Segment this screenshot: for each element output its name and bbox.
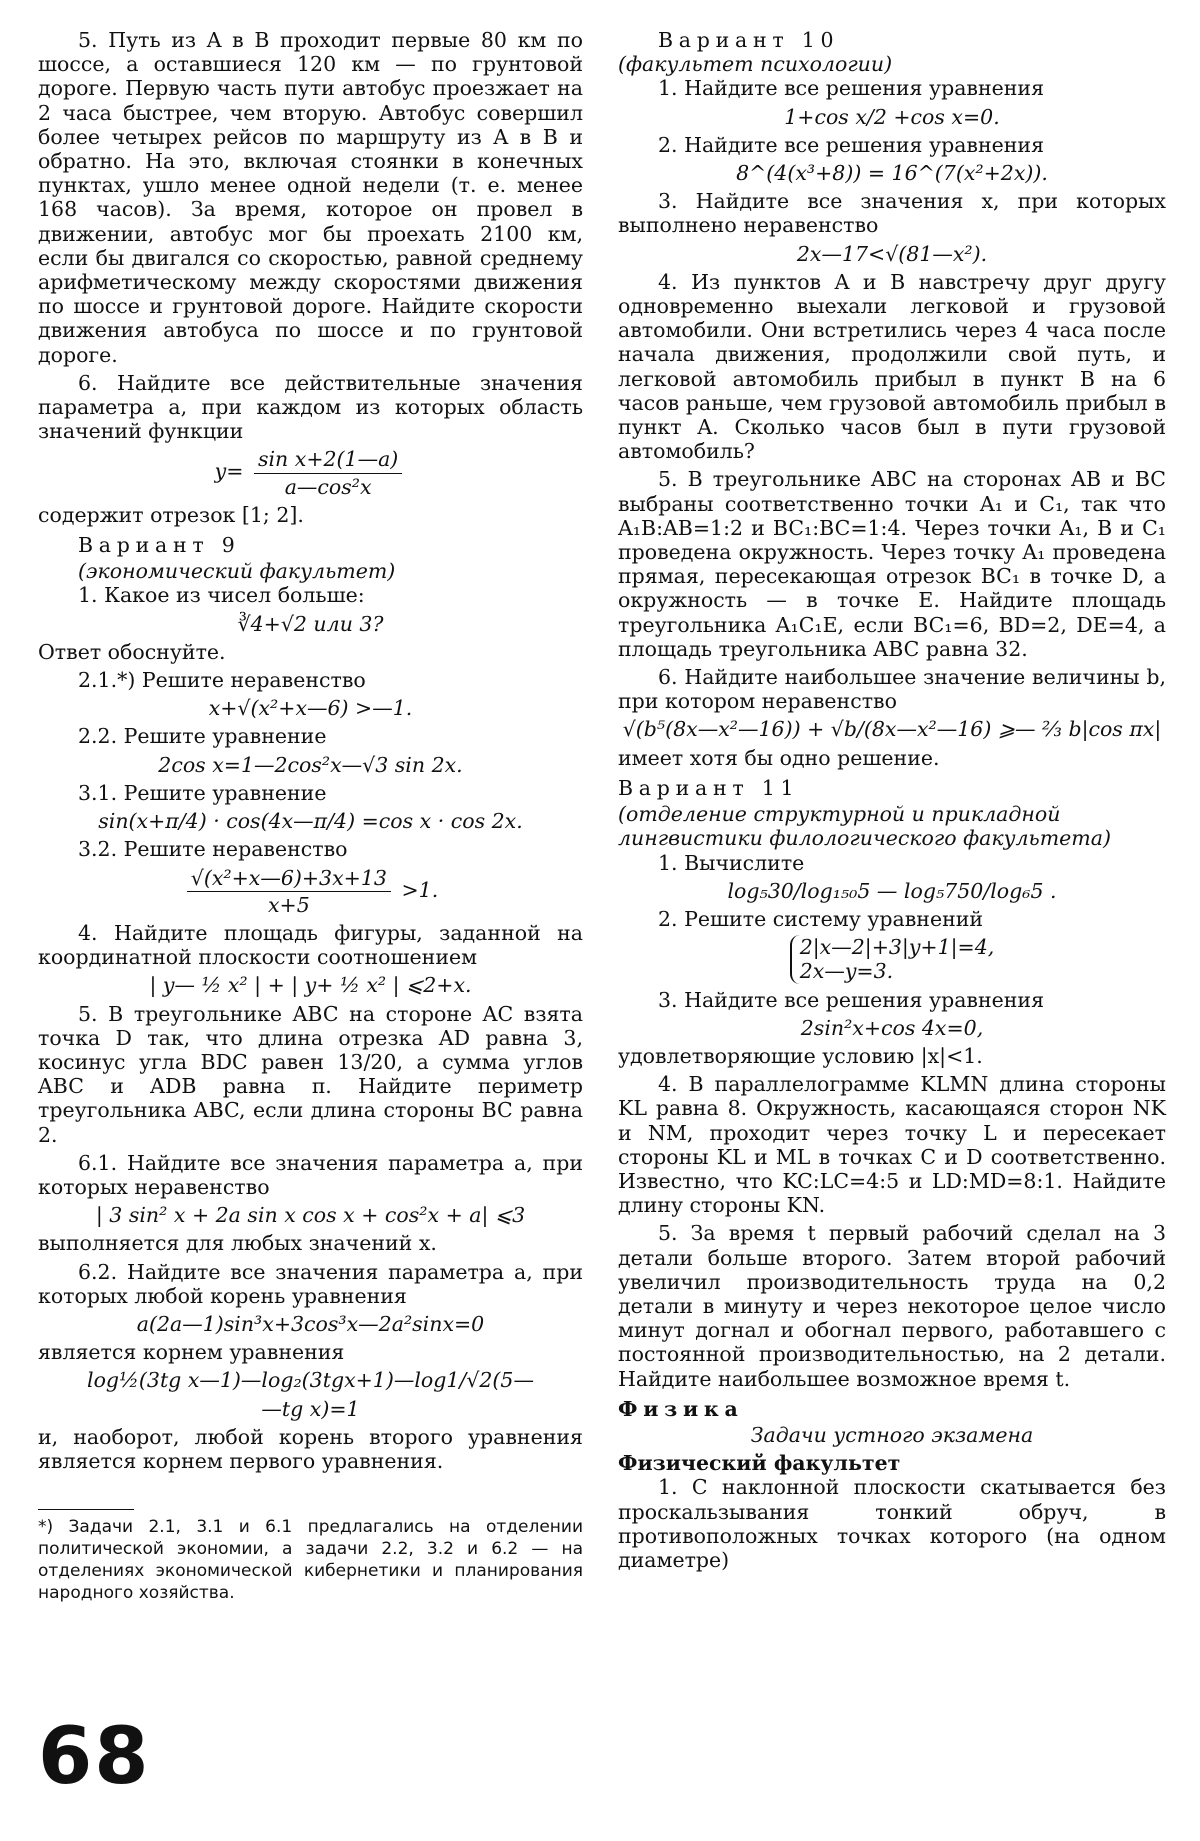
v9-problem-3-2-formula xyxy=(38,866,583,917)
v9-problem-6-1-tail: выполняется для любых значений x. xyxy=(38,1231,437,1256)
v10-problem-5: 5. В треугольнике ABC на сторонах AB и BC выбраны соответственно точки A₁ и C₁, так что A₁B:AB=1:2 и BC₁:BC=1:4. Через точки A₁, B и C₁ проведена окружность. Через точку A₁ проведена прямая, пересекающая отрезок BC₁ в точке D, а окружность — в точке E. Найдите площадь треугольника A₁C₁E, если BC₁=6, BD=2, DE=4, а площадь треугольника ABC равна 32. xyxy=(618,467,1166,661)
fraction-denominator: x+5 xyxy=(267,892,310,917)
variant-10-title: Вариант 10 xyxy=(658,28,840,52)
physics-title: Физика xyxy=(618,1396,744,1421)
v9-problem-3-1: 3.1. Решите уравнение xyxy=(78,780,327,805)
v9-problem-2-1-formula: x+√(x²+x—6) >—1. xyxy=(208,696,413,721)
fraction xyxy=(187,866,391,917)
problem-6-text: 6. Найдите все действительные значения параметра a, при каждом из которых область значений функции xyxy=(38,370,583,444)
problem-6-tail: содержит отрезок [1; 2]. xyxy=(38,502,304,527)
v10-problem-2: 2. Найдите все решения уравнения xyxy=(658,132,1045,157)
physics-subtitle: Задачи устного экзамена xyxy=(750,1422,1034,1447)
right-column xyxy=(618,28,1166,1576)
v9-problem-5: 5. В треугольнике ABC на стороне AC взята точка D так, что длина отрезка AD равна 3, косинус угла BDC равен 13/20, а сумма углов ABC и ADB равна π. Найдите периметр треугольника ABC, если длина стороны BC равна 2. xyxy=(38,1001,583,1147)
footnote-divider xyxy=(38,1509,134,1510)
v9-problem-6-2: 6.2. Найдите все значения параметра a, при которых любой корень уравнения xyxy=(38,1259,583,1308)
v9-problem-6-2-formula-2: log½(3tg x—1)—log₂(3tgx+1)—log1/√2(5— xyxy=(87,1368,534,1393)
v10-problem-6-formula: √(b⁵(8x—x²—16)) + √b/(8x—x²—16) ⩾— ⅔ b|cos πx| xyxy=(622,717,1162,742)
variant-9-subtitle: (экономический факультет) xyxy=(78,559,396,584)
v9-problem-3-1-formula: sin(x+π/4) · cos(4x—π/4) =cos x · cos 2x. xyxy=(98,809,523,834)
system-equation-1: 2|x—2|+3|y+1|=4, xyxy=(799,935,995,960)
v11-problem-4: 4. В параллелограмме KLMN длина стороны KL равна 8. Окружность, касающаяся сторон NK и NM, проходит через точку L и пересекает стороны KL и ML в точках C и D соответственно. Известно, что KC:LC=4:5 и LD:MD=8:1. Найдите длину стороны KN. xyxy=(618,1072,1166,1218)
v9-problem-6-2-tail: и, наоборот, любой корень второго уравнения является корнем первого уравнения. xyxy=(38,1424,583,1473)
v10-problem-6: 6. Найдите наибольшее значение величины b, при котором неравенство xyxy=(618,665,1166,714)
v9-problem-2-2-formula: 2cos x=1—2cos²x—√3 sin 2x. xyxy=(158,752,463,777)
v9-problem-6-2-formula-3: —tg x)=1 xyxy=(261,1396,360,1421)
physics-faculty: Физический факультет xyxy=(618,1451,901,1476)
v9-problem-4: 4. Найдите площадь фигуры, заданной на координатной плоскости соотношением xyxy=(38,920,583,970)
v9-problem-6-2-mid: является корнем уравнения xyxy=(38,1340,345,1365)
left-column xyxy=(38,28,583,1604)
v10-problem-2-formula: 8^(4(x³+8)) = 16^(7(x²+2x)). xyxy=(736,161,1048,186)
variant-10-subtitle: (факультет психологии) xyxy=(618,52,893,77)
v11-problem-1: 1. Вычислите xyxy=(658,850,805,875)
physics-problem-1: 1. С наклонной плоскости скатывается без проскальзывания тонкий обруч, в противоположных точках которого (на одном диаметре) xyxy=(618,1475,1166,1572)
v10-problem-4: 4. Из пунктов A и B навстречу друг другу одновременно выехали легковой и грузовой автомобили. Они встретились через 4 часа после начала движения, продолжили свой путь, и легковой автомобиль прибыл в пункт B на 6 часов раньше, чем грузовой автомобиль прибыл в пункт A. Сколько часов был в пути грузовой автомобиль? xyxy=(618,269,1166,464)
formula-rhs: >1. xyxy=(401,877,439,902)
problem-6-formula xyxy=(38,447,583,498)
formula-lhs: y= xyxy=(214,459,244,484)
v9-problem-2-1: 2.1.*) Решите неравенство xyxy=(78,668,366,693)
v9-problem-2-2: 2.2. Решите уравнение xyxy=(78,724,327,749)
problem-5-text: 5. Путь из A в B проходит первые 80 км по шоссе, а оставшиеся 120 км — по грунтовой дороге. Первую часть пути автобус проезжает на 2 часа быстрее, чем вторую. Автобус совершил более четырех рейсов по маршруту из A в B и обратно. На это, включая стоянки в конечных пунктах, ушло менее одной недели (т. е. менее 168 часов). За время, которое он провел в движении, автобус мог бы проехать 2100 км, если бы двигался со скоростью, равной среднему арифметическому между скоростями движения по шоссе и грунтовой дороге. Найдите скорости движения автобуса по шоссе и по грунтовой дороге. xyxy=(38,28,583,367)
variant-11-title: Вариант 11 xyxy=(618,775,800,800)
v10-problem-3: 3. Найдите все значения x, при которых выполнено неравенство xyxy=(618,189,1166,238)
v11-problem-3-tail: удовлетворяющие условию |x|<1. xyxy=(618,1043,983,1068)
footnote: *) Задачи 2.1, 3.1 и 6.1 предлагались на отделении политической экономии, а задачи 2.2, 3.2 и 6.2 — на отделениях экономической кибернетики и планирования народного хозяйства. xyxy=(38,1517,583,1604)
v10-problem-1: 1. Найдите все решения уравнения xyxy=(658,76,1045,101)
v11-problem-2-formula xyxy=(618,935,1166,983)
fraction-denominator: a—cos²x xyxy=(284,474,372,499)
v9-problem-6-1: 6.1. Найдите все значения параметра a, при которых неравенство xyxy=(38,1150,583,1199)
v9-problem-6-2-formula: a(2a—1)sin³x+3cos³x—2a²sinx=0 xyxy=(136,1311,485,1336)
v10-problem-1-formula: 1+cos x/2 +cos x=0. xyxy=(784,104,1000,129)
v11-problem-2: 2. Решите систему уравнений xyxy=(658,906,984,931)
v9-problem-1: 1. Какое из чисел больше: xyxy=(78,583,365,608)
v9-problem-1-formula: ∛4+√2 или 3? xyxy=(237,611,384,636)
v11-problem-3-formula: 2sin²x+cos 4x=0, xyxy=(800,1015,984,1040)
fraction-numerator: √(x²+x—6)+3x+13 xyxy=(187,866,391,892)
v9-problem-1-tail: Ответ обоснуйте. xyxy=(38,639,226,664)
v10-problem-3-formula: 2x—17<√(81—x²). xyxy=(796,241,988,266)
v11-problem-3: 3. Найдите все решения уравнения xyxy=(658,987,1045,1012)
equation-system xyxy=(790,935,995,983)
variant-11-subtitle: (отделение структурной и прикладной лингвистики филологического факультета) xyxy=(618,802,1111,851)
v9-problem-4-formula: | y— ½ x² | + | y+ ½ x² | ⩽2+x. xyxy=(149,973,472,998)
system-equation-2: 2x—y=3. xyxy=(799,959,894,984)
fraction xyxy=(254,447,402,498)
page-number: 68 xyxy=(38,1712,151,1802)
v9-problem-6-1-formula: | 3 sin² x + 2a sin x cos x + cos²x + a| ⩽3 xyxy=(95,1203,526,1228)
v10-problem-6-tail: имеет хотя бы одно решение. xyxy=(618,745,940,770)
v11-problem-1-formula: log₅30/log₁₅₀5 — log₅750/log₆5 . xyxy=(727,878,1057,903)
v9-problem-3-2: 3.2. Решите неравенство xyxy=(78,837,348,862)
v11-problem-5: 5. За время t первый рабочий сделал на 3 детали больше второго. Затем второй рабочий увеличил производительность труда на 0,2 детали в минуту и через некоторое целое число минут догнал и обогнал первого, работавшего с постоянной производительностью, на 2 детали. Найдите наибольшее возможное время t. xyxy=(618,1221,1166,1391)
variant-9-title: Вариант 9 xyxy=(78,533,241,558)
fraction-numerator: sin x+2(1—a) xyxy=(254,447,402,473)
